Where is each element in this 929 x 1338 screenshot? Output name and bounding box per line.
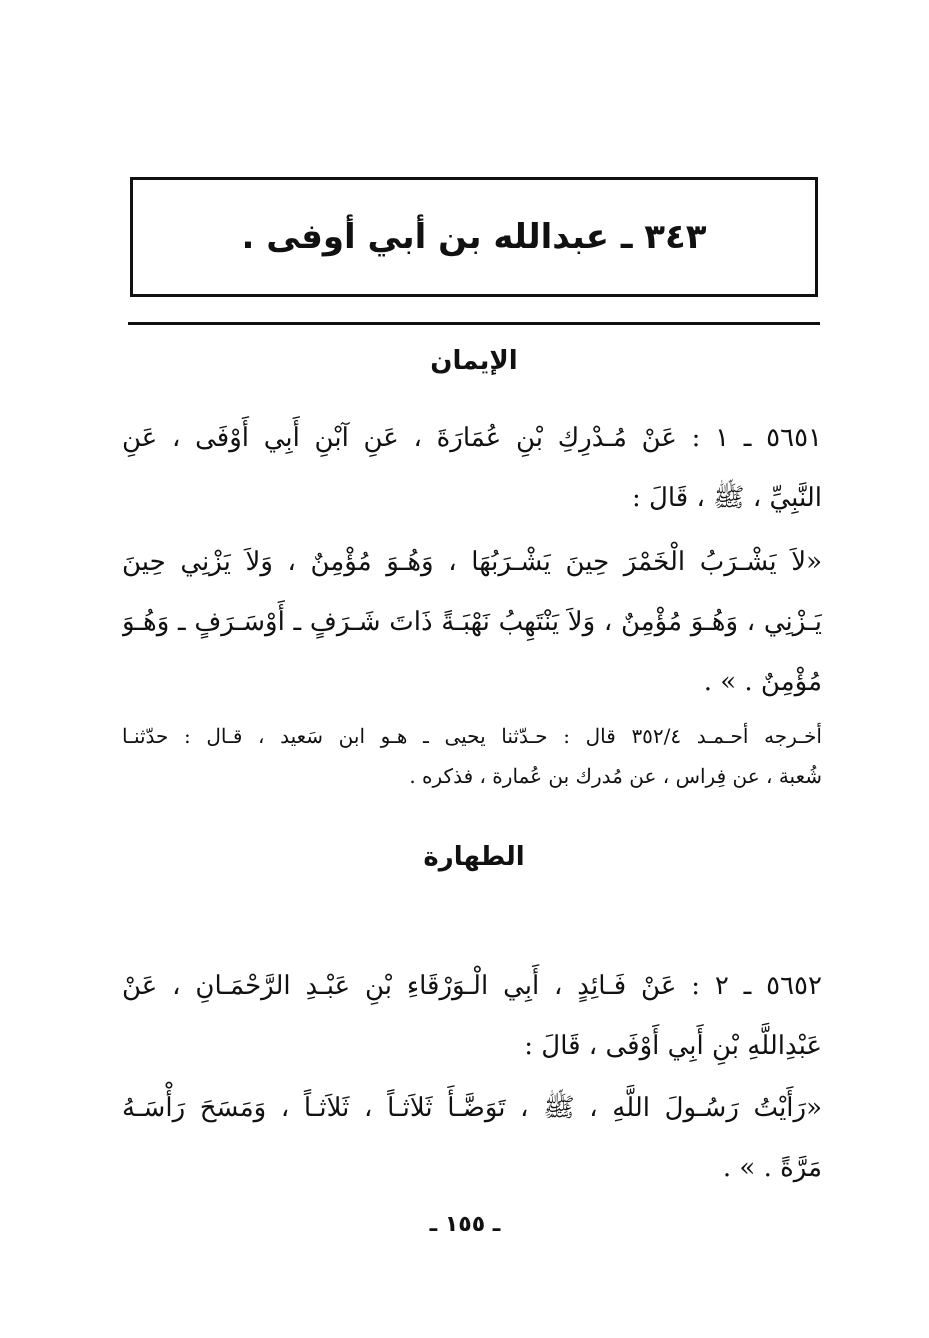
hadith-5651-matn xyxy=(122,532,822,712)
hadith-line: النَّبِيِّ ، ﷺ ، قَالَ : xyxy=(631,483,822,513)
takhrij-note xyxy=(122,716,822,796)
chapter-title-box xyxy=(130,177,818,297)
matn-line: يَـزْنِي ، وَهُـوَ مُؤْمِنٌ ، وَلاَ يَنْتَهِبُ نَهْبَـةً ذَاتَ شَـرَفٍ ـ أَوْسَـرَفٍ ـ وَهُـوَ xyxy=(122,607,822,637)
hadith-5652-matn xyxy=(122,1078,822,1198)
title-divider xyxy=(128,322,820,325)
hadith-line: ٥٦٥١ ـ ١ : عَنْ مُـدْرِكِ بْنِ عُمَارَةَ ، عَنِ آبْنِ أَبِي أَوْفَى ، عَنِ xyxy=(122,423,822,453)
hadith-line: عَبْدِاللَّهِ بْنِ أَبِي أَوْفَى ، قَالَ : xyxy=(524,1031,822,1061)
matn-line: مُؤْمِنٌ . » . xyxy=(703,667,822,697)
matn-line: «رَأَيْتُ رَسُـولَ اللَّهِ ، ﷺ ، تَوَضَّـأَ ثَلاَثـاً ، ثَلاَثـاً ، وَمَسَحَ رَأْسَـهُ xyxy=(122,1093,822,1123)
note-line: أخـرجه أحـمـد ٣٥٢/٤ قال : حـدّثنا يحيى ـ هـو ابن سَعيد ، قـال : حدّثنـا xyxy=(122,724,822,748)
matn-line: «لاَ يَشْـرَبُ الْخَمْرَ حِينَ يَشْـرَبُهَا ، وَهُـوَ مُؤْمِنٌ ، وَلاَ يَزْنِي حِينَ xyxy=(122,547,822,577)
hadith-5651-isnad xyxy=(122,408,822,528)
matn-line: مَرَّةً . » . xyxy=(722,1153,822,1183)
page-number: ـ ١٥٥ ـ xyxy=(429,1212,501,1237)
chapter-title: ٣٤٣ ـ عبدالله بن أبي أوفى . xyxy=(241,217,707,257)
section-heading-iman: الإيمان xyxy=(430,346,518,376)
hadith-line: ٥٦٥٢ ـ ٢ : عَنْ فَـائِدٍ ، أَبِي الْـوَرْقَاءِ بْنِ عَبْـدِ الرَّحْمَـانِ ، عَنْ xyxy=(122,971,822,1001)
section-heading-tahara: الطهارة xyxy=(423,842,525,872)
hadith-5652-isnad xyxy=(122,956,822,1076)
note-line: شُعبة ، عن فِراس ، عن مُدرك بن عُمارة ، فذكره . xyxy=(409,764,822,788)
